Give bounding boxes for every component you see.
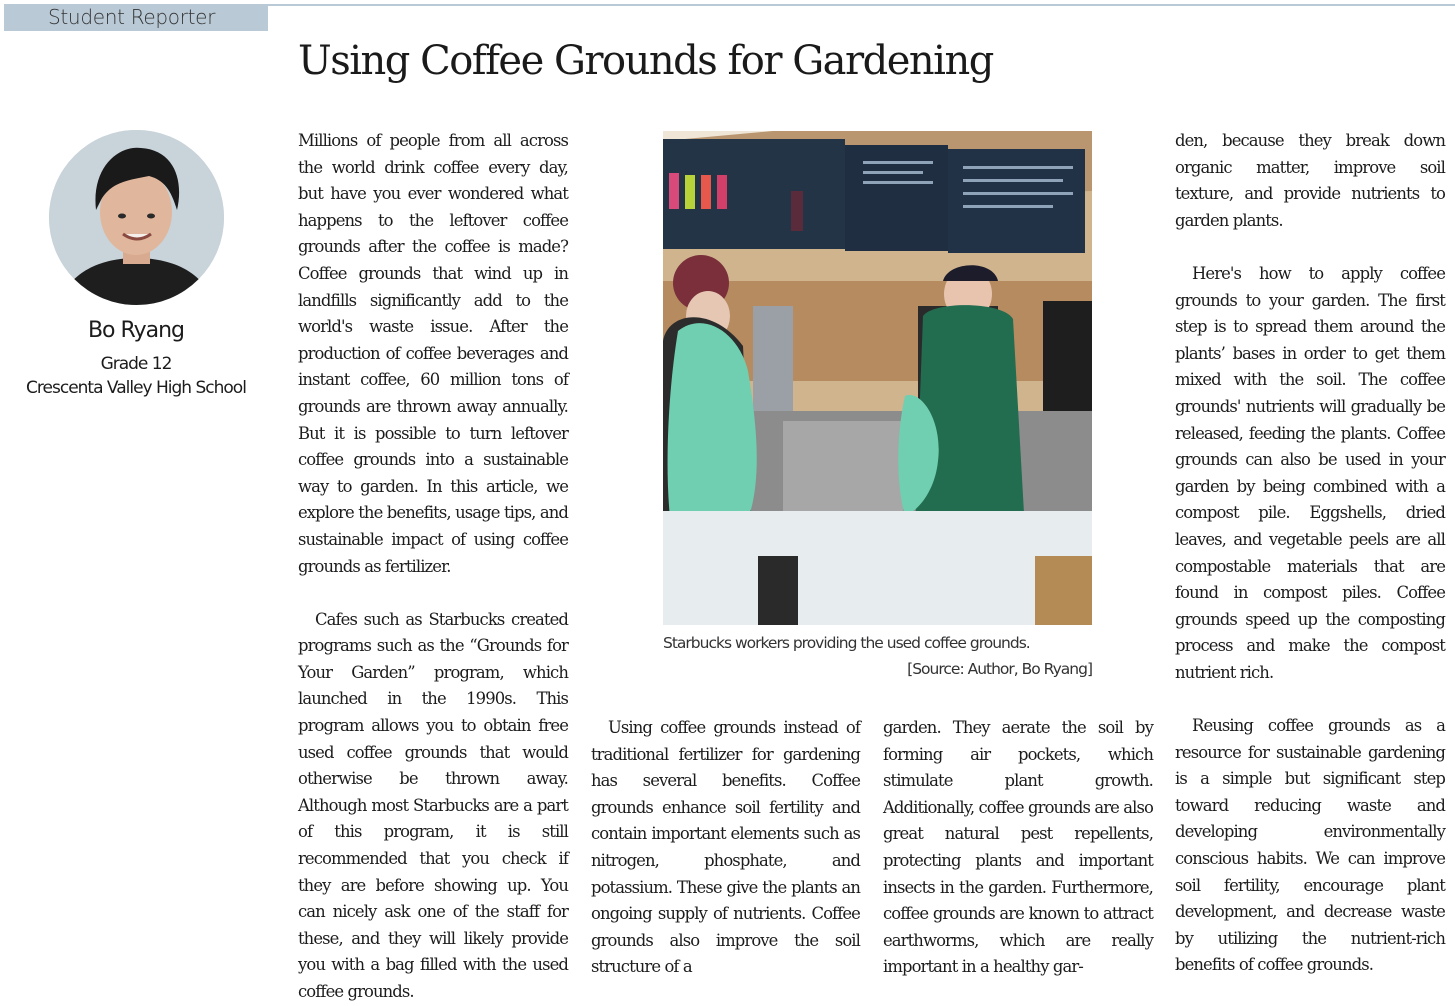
article-column-4 (1175, 128, 1445, 979)
headline: Using Coffee Grounds for Gardening (298, 38, 993, 84)
article-paragraph: Reusing coffee grounds as a resource for sustainable gardening is a simple but significant step toward reducing waste and developing environmentally conscious habits. We can improve soil fertility, encourage plant development, and decrease waste by utilizing the nutrient-rich benefits of coffee grounds. (1175, 716, 1445, 975)
reporter-name: Bo Ryang (87, 318, 185, 343)
photo-caption: Starbucks workers providing the used coffee grounds. (663, 634, 1030, 652)
reporter-school: Crescenta Valley High School (26, 378, 246, 398)
article-column-3 (883, 715, 1153, 981)
article-photo (663, 131, 1092, 625)
article-paragraph: Millions of people from all across the world drink coffee every day, but have you ever wondered what happens to the leftover coffee grounds after the coffee is made? Coffee grounds that wind up in landfills significantly add to the world's waste issue. After the production of coffee beverages and instant coffee, 60 million tons of grounds are thrown away annually. But it is possible to turn leftover coffee grounds into a sustainable way to garden. In this article, we explore the benefits, usage tips, and sustainable impact of using coffee grounds as fertilizer. (298, 131, 568, 576)
starbucks-workers-photo-icon (663, 131, 1092, 625)
article-paragraph: Cafes such as Starbucks created programs such as the “Grounds for Your Garden” program, which launched in the 1990s. This program allows you to obtain free used coffee grounds that would otherwise be thrown away. Although most Starbucks are a part of this program, it is still recommended that you check if they are before showing up. You can nicely ask one of the staff for these, and they will likely provide you with a bag filled with the used coffee grounds. (298, 609, 568, 1001)
article-paragraph: garden. They aerate the soil by forming air pockets, which stimulate plant growth. Additionally, coffee grounds are also great natural pest repellents, protecting plants and important insects in the garden. Furthermore, coffee grounds are known to attract earthworms, which are really important in a healthy gar- (883, 718, 1153, 977)
top-rule (268, 4, 1455, 6)
article-column-1 (298, 128, 568, 1006)
reporter-grade: Grade 12 (100, 354, 172, 374)
reporter-portrait-icon (49, 130, 224, 305)
article-paragraph: Using coffee grounds instead of traditional fertilizer for gardening has several benefits. Coffee grounds enhance soil fertility and contain important elements such as nitrogen, phosphate, and potassium. These give the plants an ongoing supply of nutrients. Coffee grounds also improve the soil structure of a (591, 718, 860, 977)
article-paragraph: den, because they break down organic matter, improve soil texture, and provide nutrients to garden plants. (1175, 131, 1445, 230)
photo-source: [Source: Author, Bo Ryang] (907, 660, 1092, 678)
section-label: Student Reporter (4, 4, 268, 31)
photo-caption-block (663, 630, 1092, 682)
reporter-avatar (49, 130, 224, 305)
article-paragraph: Here's how to apply coffee grounds to your garden. The first step is to spread them around the plants’ bases in order to get them mixed with the soil. The coffee grounds' nutrients will gradually be released, feeding the plants. Coffee grounds can also be used in your garden by being combined with a compost pile. Eggshells, dried leaves, and vegetable peels are all compostable materials that are found in compost piles. Coffee grounds speed up the composting process and make the compost nutrient rich. (1175, 263, 1445, 682)
article-column-2 (591, 715, 860, 981)
